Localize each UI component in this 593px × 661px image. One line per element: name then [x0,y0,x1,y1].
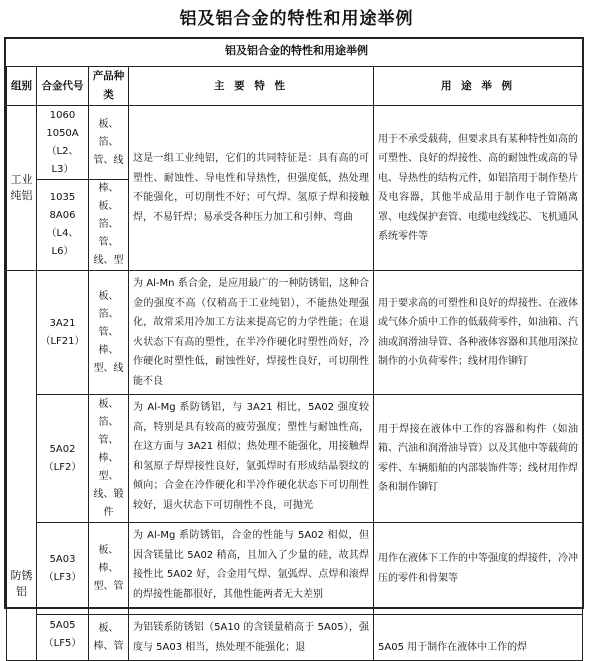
code-line: 5A05 [49,620,76,631]
table-caption: 铝及铝合金的特性和用途举例 [225,44,368,57]
features-cell: 这是一组工业纯铝，它们的共同特征是：具有高的可塑性、耐蚀性、导电性和导热性，但强度低，热处理不能强化，可切削性不好；可气焊、氢原子焊和接触焊，不易钎焊；易承受各种压力加工和引伸、弯曲 [129,106,374,271]
code-cell [37,180,89,271]
code-line: （L4、L6） [46,228,79,257]
code-line: 1060 [49,109,76,121]
table-row [7,271,583,395]
uses-cell: 用于不承受载荷，但要求具有某种特性如高的可塑性、良好的焊接性、高的耐蚀性或高的导电、导热性的结构元件，如铝箔用于制作垫片及电容器，其他半成品用于制作电子管隔离罩、电线保护套管、电缆电线线芯、飞机通风系统零件等 [374,106,583,271]
code-line: （LF2） [43,461,82,473]
code-line: 1050A [46,127,79,139]
form-cell: 板、箔、管、棒、型、线 [89,271,129,395]
code-line: 5A02 [49,443,76,455]
category-cell: 工业纯铝 [7,106,37,271]
uses-cell: 用作在液体下工作的中等强度的焊接件，冷冲压的零件和骨架等 [374,523,583,615]
features-cell: 为 Al-Mn 系合金，是应用最广的一种防锈铝，这种合金的强度不高（仅稍高于工业纯铝），不能热处理强化，故常采用冷加工方法来提高它的力学性能；在退火状态下有高的塑性，在半冷作硬化时塑性尚好，冷作硬化时塑性低，耐蚀性好，焊接性良好，可切削性能不良 [129,271,374,395]
header-category: 组别 [7,67,37,106]
table-row [7,395,583,523]
form-cell: 板、箔、管、棒、型、线、锻件 [89,395,129,523]
code-cell [37,106,89,180]
code-line: 1035 [49,192,76,203]
form-cell: 板、棒、管 [89,615,129,661]
code-cell [37,615,89,661]
header-uses: 用 途 举 例 [374,67,583,106]
code-line: （LF3） [43,571,82,583]
code-line: 3A21 [49,317,76,329]
document-title: 铝及铝合金的特性和用途举例 [179,9,414,29]
form-cell: 棒、板、箔、管、线、型 [89,180,129,271]
code-cell [37,271,89,395]
header-code: 合金代号 [37,67,89,106]
code-line: （LF21） [40,335,85,347]
table-row [7,615,583,661]
features-cell: 为 Al-Mg 系防锈铝，合金的性能与 5A02 相似，但因含镁量比 5A02 稍高，且加入了少量的硅，故其焊接性比 5A02 好，合金用气焊、氩弧焊、点焊和滚焊的焊接性能都很好，其他性能两者无大差别 [129,523,374,615]
code-line: （L2、L3） [46,145,79,175]
code-line: 5A03 [49,553,76,565]
form-cell: 板、箔、管、线 [89,106,129,180]
uses-cell: 用于要求高的可塑性和良好的焊接性、在液体或气体介质中工作的低载荷零件，如油箱、汽油或润滑油导管、各种液体容器和其他用深拉制作的小负荷零件；线材用作铆钉 [374,271,583,395]
code-cell [37,523,89,615]
table-row [7,106,583,180]
code-cell [37,395,89,523]
uses-cell: 5A05 用于制作在液体中工作的焊 [374,615,583,661]
header-form: 产品种类 [89,67,129,106]
code-line: （LF5） [43,638,82,649]
features-cell: 为铝镁系防锈铝（5A10 的含镁量稍高于 5A05），强度与 5A03 相当，热处理不能强化；退 [129,615,374,661]
form-cell: 板、棒、型、管 [89,523,129,615]
header-features: 主 要 特 性 [129,67,374,106]
category-cell: 防锈铝 [7,271,37,661]
code-line: 8A06 [49,210,76,221]
table-header-row [7,67,583,106]
table-row [7,523,583,615]
properties-table [6,66,583,661]
features-cell: 为 Al-Mg 系防锈铝，与 3A21 相比，5A02 强度较高，特别是具有较高的疲劳强度；塑性与耐蚀性高，在这方面与 3A21 相似；热处理不能强化，用接触焊和氢原子焊焊接性良好，氩弧焊时有形成结晶裂纹的倾向；合金在冷作硬化和半冷作硬化状态下可切削性较好，退火状态下可切削性不良，可抛光 [129,395,374,523]
uses-cell: 用于焊接在液体中工作的容器和构件（如油箱、汽油和润滑油导管）以及其他中等载荷的零件、车辆船舶的内部装饰件等；线材用作焊条和制作铆钉 [374,395,583,523]
